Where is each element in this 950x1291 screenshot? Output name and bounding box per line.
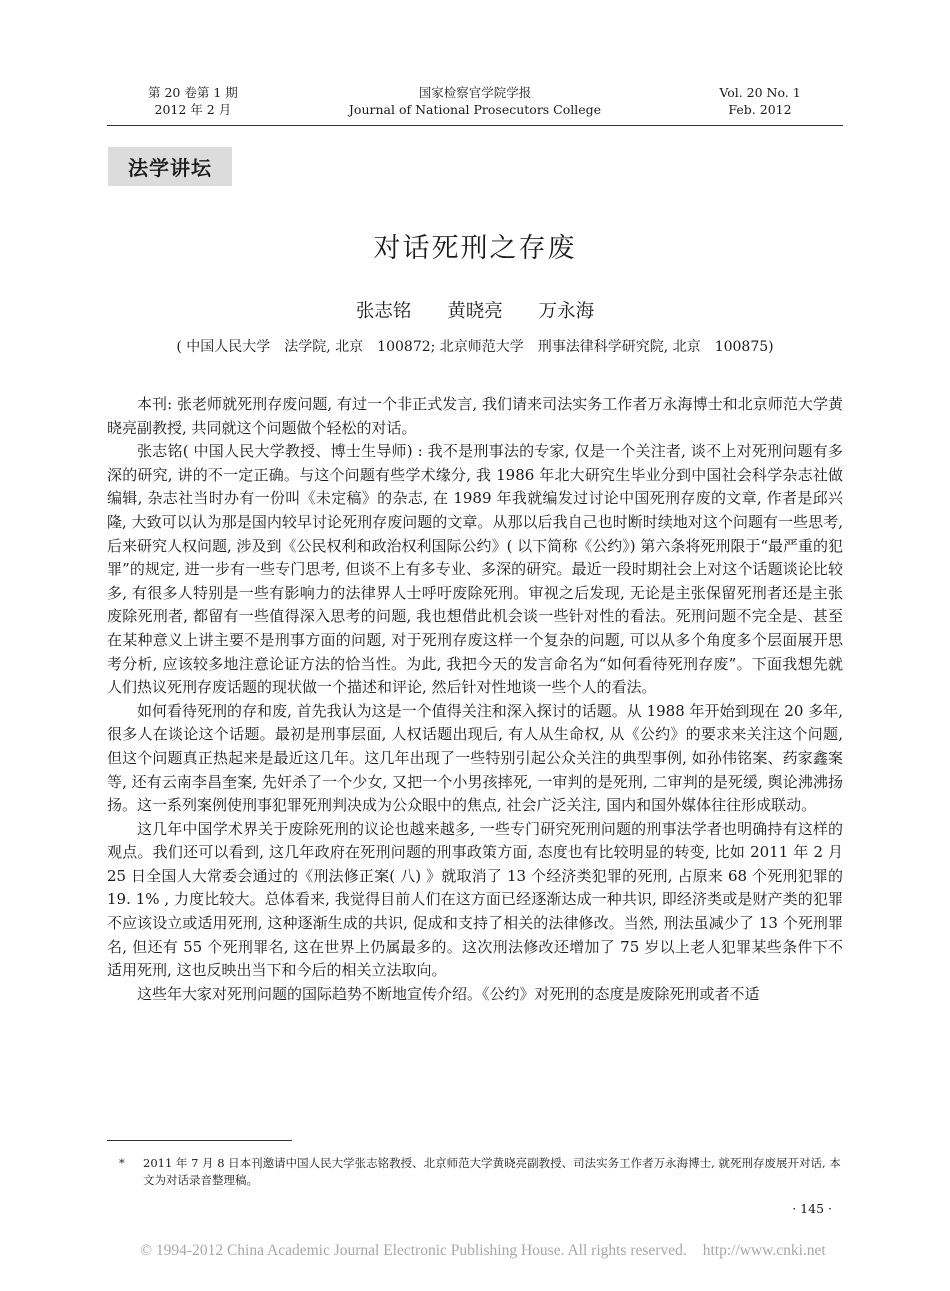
article-body (107, 393, 843, 1006)
body-paragraph: 这几年中国学术界关于废除死刑的议论也越来越多, 一些专门研究死刑问题的刑事法学者也明确持有这样的观点。我们还可以看到, 这几年政府在死刑问题的刑事政策方面, 态度也有比较明显的转变, 比如 2011 年 2 月 25 日全国人大常委会通过的《刑法修正案( 八) 》就取消了 13 个经济类犯罪的死刑, 占原来 68 个死刑犯罪的 19. 1% , 力度比较大。总体看来, 我觉得目前人们在这方面已经逐渐达成一种共识, 即经济类或是财产类的犯罪不应该设立或适用死刑, 这种逐渐生成的共识, 促成和支持了相关的法律修改。当然, 刑法虽减少了 13 个死刑罪名, 但还有 55 个死刑罪名, 这在世界上仍属最多的。这次刑法修改还增加了 75 岁以上老人犯罪某些条件下不适用死刑, 这也反映出当下和今后的相关立法取向。 (107, 819, 843, 980)
copyright-notice (0, 1242, 950, 1260)
footnote-text: 2011 年 7 月 8 日本刊邀请中国人民大学张志铭教授、北京师范大学黄晓亮副教授、司法实务工作者万永海博士, 就死刑存废展开对话, 本文为对话录音整理稿。 (143, 1156, 841, 1187)
section-tag: 法学讲坛 (108, 147, 232, 186)
journal-name (300, 84, 650, 118)
publication-date-en: Feb. 2012 (728, 102, 792, 117)
journal-volume-info (148, 84, 238, 118)
volume-issue: 第 20 卷第 1 期 (148, 85, 238, 100)
article-title: 对话死刑之存废 (373, 233, 577, 264)
body-paragraph: 本刊: 张老师就死刑存废问题, 有过一个非正式发言, 我们请来司法实务工作者万永海博士和北京师范大学黄晓亮副教授, 共同就这个问题做个轻松的对话。 (107, 395, 843, 437)
page-number: · 145 · (792, 1201, 832, 1216)
author-name: 张志铭 (355, 301, 412, 322)
body-paragraph: 张志铭( 中国人民大学教授、博士生导师) : 我不是刑事法的专家, 仅是一个关注者, 谈不上对死刑问题有多深的研究, 讲的不一定正确。与这个问题有些学术缘分, 我 1986 年北大研究生毕业分到中国社会科学杂志社做编辑, 杂志社当时办有一份叫《未定稿》的杂志, 在 1989 年我就编发过讨论中国死刑存废的文章, 作者是邱兴隆, 大致可以认为那是国内较早讨论死刑存废问题的文章。从那以后我自己也时断时续地对这个问题有一些思考, 后来研究人权问题, 涉及到《公民权利和政治权利国际公约》( 以下简称《公约》) 第六条将死刑限于“最严重的犯罪”的规定, 进一步有一些专门思考, 但谈不上有多专业、多深的研究。最近一段时期社会上对这个话题谈论比较多, 有很多人特别是一些有影响力的法律界人士呼吁废除死刑。审视之后发现, 无论是主张保留死刑者还是主张废除死刑者, 都留有一些值得深入思考的问题, 我也想借此机会谈一些针对性的看法。死刑问题不完全是、甚至在某种意义上讲主要不是刑事方面的问题, 对于死刑存废这样一个复杂的问题, 可以从多个角度多个层面展开思考分析, 应该较多地注意论证方法的恰当性。为此, 我把今天的发言命名为“如何看待死刑存废”。下面我想先就人们热议死刑存废话题的现状做一个描述和评论, 然后针对性地谈一些个人的看法。 (107, 442, 843, 697)
author-list (0, 297, 950, 323)
copyright-text: © 1994-2012 China Academic Journal Electronic Publishing House. All rights reserved. (140, 1242, 687, 1259)
publication-date: 2012 年 2 月 (154, 102, 232, 117)
journal-name-cn: 国家检察官学院学报 (418, 85, 532, 100)
volume-issue-en: Vol. 20 No. 1 (719, 85, 801, 100)
journal-name-en: Journal of National Prosecutors College (348, 102, 602, 117)
journal-volume-info-en (700, 84, 820, 118)
header-rule (107, 125, 843, 126)
author-affiliation: ( 中国人民大学 法学院, 北京 100872; 北京师范大学 刑事法律科学研究院, 北京 100875) (176, 339, 774, 355)
copyright-url[interactable]: http://www.cnki.net (702, 1242, 826, 1259)
footnote-mark: * (119, 1156, 125, 1170)
footnote (107, 1155, 843, 1189)
footnote-rule (107, 1140, 292, 1141)
author-name: 万永海 (538, 301, 595, 322)
author-name: 黄晓亮 (447, 301, 503, 322)
body-paragraph: 这些年大家对死刑问题的国际趋势不断地宣传介绍。《公约》对死刑的态度是废除死刑或者不适 (137, 984, 760, 1003)
body-paragraph: 如何看待死刑的存和废, 首先我认为这是一个值得关注和深入探讨的话题。从 1988 年开始到现在 20 多年, 很多人在谈论这个话题。最初是刑事层面, 人权话题出现后, 有人从生命权, 从《公约》的要求来关注这个问题, 但这个问题真正热起来是最近这几年。这几年出现了一些特别引起公众关注的典型事例, 如孙伟铭案、药家鑫案等, 还有云南李昌奎案, 先奸杀了一个少女, 又把一个小男孩摔死, 一审判的是死刑, 二审判的是死缓, 舆论沸沸扬扬。这一系列案例使刑事犯罪死刑判决成为公众眼中的焦点, 社会广泛关注, 国内和国外媒体往往形成联动。 (107, 701, 843, 815)
